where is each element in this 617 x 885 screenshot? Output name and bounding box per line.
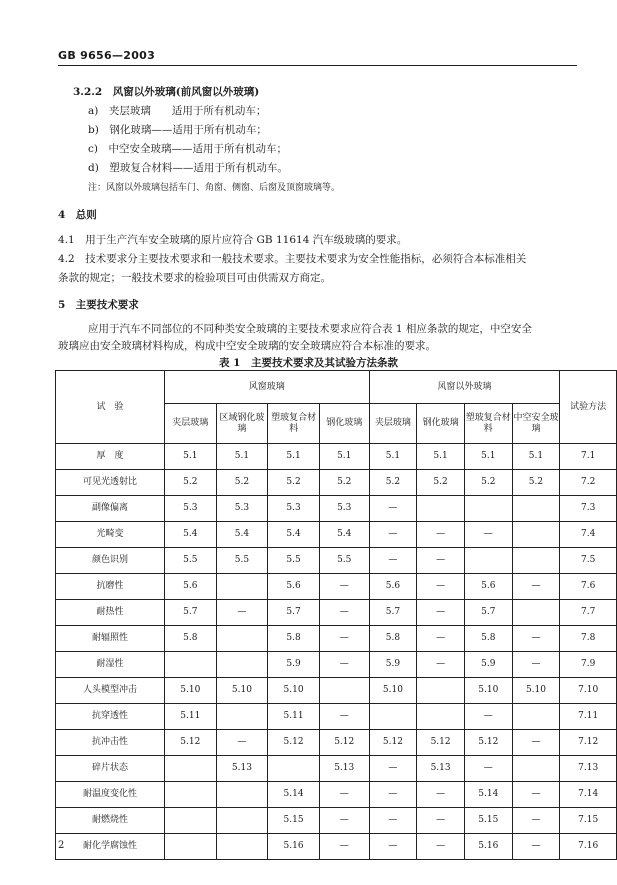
- table-body: [56, 444, 617, 860]
- list-item: a) 夹层玻璃 适用于所有机动车；: [88, 105, 267, 117]
- table-cell: —: [319, 652, 369, 678]
- table-cell: 5.8: [268, 626, 320, 652]
- page-number: 2: [58, 840, 65, 851]
- row-label: 抗冲击性: [56, 730, 165, 756]
- table-cell: 5.10: [512, 678, 560, 704]
- table-cell: —: [216, 730, 268, 756]
- list-item: d) 塑玻复合材料——适用于所有机动车。: [88, 162, 288, 174]
- table-cell: 5.12: [164, 730, 216, 756]
- table-cell: [216, 704, 268, 730]
- table-cell: 5.6: [369, 574, 417, 600]
- table-cell: [216, 808, 268, 834]
- subheader-tempered: 钢化玻璃: [319, 404, 369, 444]
- table-cell: 5.3: [216, 496, 268, 522]
- table-cell: [268, 756, 320, 782]
- method-cell: 7.13: [560, 756, 617, 782]
- table-cell: 5.9: [268, 652, 320, 678]
- header-rule: [58, 65, 577, 66]
- table-cell: [417, 704, 465, 730]
- table-cell: —: [512, 834, 560, 860]
- table-cell: 5.2: [268, 470, 320, 496]
- table-cell: [164, 652, 216, 678]
- table-cell: 5.1: [512, 444, 560, 470]
- clause-4-1: 4.1 用于生产汽车安全玻璃的原片应符合 GB 11614 汽车级玻璃的要求。: [58, 234, 408, 246]
- table-row: [56, 548, 617, 574]
- table-cell: 5.14: [268, 782, 320, 808]
- table-cell: 5.15: [268, 808, 320, 834]
- table-cell: 5.12: [464, 730, 512, 756]
- table-row: [56, 756, 617, 782]
- table-cell: [216, 626, 268, 652]
- table-cell: [164, 782, 216, 808]
- row-label: 抗穿透性: [56, 704, 165, 730]
- table-row: [56, 522, 617, 548]
- table-cell: [216, 652, 268, 678]
- table-cell: 5.10: [464, 678, 512, 704]
- method-cell: 7.10: [560, 678, 617, 704]
- subheader-zone-tempered: 区域钢化玻璃: [216, 404, 268, 444]
- table-cell: —: [512, 730, 560, 756]
- table-cell: 5.9: [369, 652, 417, 678]
- clause-4-2-line2: 条款的规定；一般技术要求的检验项目可由供需双方商定。: [58, 272, 331, 284]
- table-cell: —: [319, 574, 369, 600]
- table-cell: [512, 548, 560, 574]
- table-cell: 5.6: [268, 574, 320, 600]
- table-cell: 5.12: [417, 730, 465, 756]
- table-cell: 5.3: [319, 496, 369, 522]
- row-label: 光畸变: [56, 522, 165, 548]
- table-row: [56, 730, 617, 756]
- table-cell: [464, 548, 512, 574]
- table-cell: 5.9: [464, 652, 512, 678]
- table-cell: [164, 808, 216, 834]
- section-4-title: 4 总则: [58, 209, 97, 221]
- method-cell: 7.9: [560, 652, 617, 678]
- table-cell: —: [319, 834, 369, 860]
- row-label: 颜色识别: [56, 548, 165, 574]
- table-caption: 表 1 主要技术要求及其试验方法条款: [219, 357, 398, 369]
- table-cell: 5.7: [164, 600, 216, 626]
- table-cell: 5.1: [319, 444, 369, 470]
- method-cell: 7.1: [560, 444, 617, 470]
- table-cell: 5.10: [268, 678, 320, 704]
- table-cell: —: [319, 808, 369, 834]
- table-cell: 5.2: [464, 470, 512, 496]
- table-cell: 5.16: [464, 834, 512, 860]
- table-cell: 5.2: [512, 470, 560, 496]
- table-cell: —: [417, 600, 465, 626]
- method-cell: 7.16: [560, 834, 617, 860]
- table-cell: 5.10: [369, 678, 417, 704]
- table-cell: —: [417, 574, 465, 600]
- table-cell: —: [369, 834, 417, 860]
- table-cell: 5.4: [268, 522, 320, 548]
- table-cell: 5.10: [216, 678, 268, 704]
- table-cell: —: [464, 704, 512, 730]
- table-cell: —: [512, 574, 560, 600]
- table-row: [56, 652, 617, 678]
- table-cell: —: [464, 756, 512, 782]
- table-cell: —: [417, 834, 465, 860]
- row-label: 副像偏离: [56, 496, 165, 522]
- table-cell: —: [417, 808, 465, 834]
- section-5-para-line1: 应用于汽车不同部位的不同种类安全玻璃的主要技术要求应符合表 1 相应条款的规定，中空安全: [88, 323, 532, 335]
- row-label: 耐湿性: [56, 652, 165, 678]
- table-cell: —: [369, 548, 417, 574]
- subheader-glass-plastics: 塑玻复合材料: [464, 404, 512, 444]
- row-label: 耐燃烧性: [56, 808, 165, 834]
- method-cell: 7.6: [560, 574, 617, 600]
- table-row: [56, 782, 617, 808]
- table-row: [56, 626, 617, 652]
- method-column-header: 试验方法: [560, 371, 617, 444]
- table-cell: —: [319, 704, 369, 730]
- windshield-group-header: 风窗玻璃: [164, 371, 369, 404]
- table-cell: 5.16: [268, 834, 320, 860]
- table-cell: [512, 704, 560, 730]
- table-cell: 5.11: [164, 704, 216, 730]
- table-cell: 5.4: [164, 522, 216, 548]
- table-cell: 5.1: [417, 444, 465, 470]
- row-label: 耐温度变化性: [56, 782, 165, 808]
- table-row: [56, 704, 617, 730]
- method-cell: 7.3: [560, 496, 617, 522]
- table-cell: —: [369, 808, 417, 834]
- table-cell: 5.3: [164, 496, 216, 522]
- table-cell: —: [417, 522, 465, 548]
- table-cell: 5.2: [369, 470, 417, 496]
- table-cell: 5.4: [216, 522, 268, 548]
- section-5-title: 5 主要技术要求: [58, 299, 139, 311]
- table-cell: —: [512, 782, 560, 808]
- note: 注：风窗以外玻璃包括车门、角窗、侧窗、后窗及顶窗玻璃等。: [88, 183, 341, 193]
- list-item: b) 钢化玻璃——适用于所有机动车；: [88, 124, 267, 136]
- table-cell: [512, 522, 560, 548]
- table-cell: 5.13: [319, 756, 369, 782]
- clause-4-2-line1: 4.2 技术要求分主要技术要求和一般技术要求。主要技术要求为安全性能指标，必须符合本标准相关: [58, 253, 527, 265]
- table-cell: 5.3: [268, 496, 320, 522]
- table-cell: 5.8: [369, 626, 417, 652]
- subheader-tempered: 钢化玻璃: [417, 404, 465, 444]
- row-label: 人头模型冲击: [56, 678, 165, 704]
- table-cell: —: [512, 626, 560, 652]
- table-cell: 5.5: [216, 548, 268, 574]
- table-cell: 5.2: [216, 470, 268, 496]
- table-cell: 5.1: [164, 444, 216, 470]
- standard-id: GB 9656—2003: [58, 49, 156, 62]
- table-cell: [216, 782, 268, 808]
- table-cell: —: [512, 808, 560, 834]
- method-cell: 7.2: [560, 470, 617, 496]
- table-cell: [512, 496, 560, 522]
- table-cell: —: [417, 652, 465, 678]
- table-cell: 5.1: [216, 444, 268, 470]
- subheader-insulating-glass: 中空安全玻璃: [512, 404, 560, 444]
- method-cell: 7.8: [560, 626, 617, 652]
- table-cell: —: [417, 626, 465, 652]
- row-label: 耐热性: [56, 600, 165, 626]
- table-cell: 5.1: [268, 444, 320, 470]
- table-cell: —: [512, 652, 560, 678]
- table-cell: 5.2: [417, 470, 465, 496]
- table-cell: [417, 678, 465, 704]
- table-cell: [369, 704, 417, 730]
- table-cell: —: [369, 496, 417, 522]
- method-cell: 7.12: [560, 730, 617, 756]
- table-row: [56, 496, 617, 522]
- table-cell: 5.5: [164, 548, 216, 574]
- table-cell: [512, 756, 560, 782]
- table-cell: [164, 756, 216, 782]
- other-glass-group-header: 风窗以外玻璃: [369, 371, 560, 404]
- table-row: [56, 574, 617, 600]
- table-cell: 5.5: [319, 548, 369, 574]
- table-cell: —: [369, 756, 417, 782]
- table-cell: —: [216, 600, 268, 626]
- table-cell: —: [464, 522, 512, 548]
- table-cell: [512, 600, 560, 626]
- table-cell: 5.14: [464, 782, 512, 808]
- table-cell: [464, 496, 512, 522]
- table-cell: 5.2: [319, 470, 369, 496]
- table-cell: 5.4: [319, 522, 369, 548]
- table-row: [56, 444, 617, 470]
- table-cell: 5.13: [216, 756, 268, 782]
- table-cell: 5.8: [464, 626, 512, 652]
- subheader-glass-plastics: 塑玻复合材料: [268, 404, 320, 444]
- table-row: [56, 678, 617, 704]
- table-cell: 5.12: [319, 730, 369, 756]
- subheader-laminated: 夹层玻璃: [369, 404, 417, 444]
- row-label: 耐辐照性: [56, 626, 165, 652]
- method-cell: 7.5: [560, 548, 617, 574]
- table-cell: [164, 834, 216, 860]
- table-cell: [319, 678, 369, 704]
- row-label: 耐化学腐蚀性: [56, 834, 165, 860]
- row-label: 可见光透射比: [56, 470, 165, 496]
- table-row: [56, 600, 617, 626]
- table-cell: 5.1: [464, 444, 512, 470]
- table-cell: [216, 834, 268, 860]
- table-cell: 5.15: [464, 808, 512, 834]
- table-row: [56, 808, 617, 834]
- method-cell: 7.7: [560, 600, 617, 626]
- table-cell: 5.7: [369, 600, 417, 626]
- table-cell: —: [417, 548, 465, 574]
- table-cell: 5.6: [464, 574, 512, 600]
- table-cell: 5.11: [268, 704, 320, 730]
- list-item: c) 中空安全玻璃——适用于所有机动车；: [88, 143, 287, 155]
- row-label: 碎片状态: [56, 756, 165, 782]
- table-cell: 5.7: [268, 600, 320, 626]
- table-cell: [216, 574, 268, 600]
- row-label: 抗磨性: [56, 574, 165, 600]
- section-5-para-line2: 玻璃应由安全玻璃材料构成，构成中空安全玻璃的安全玻璃应符合本标准的要求。: [58, 340, 436, 352]
- table-cell: 5.13: [417, 756, 465, 782]
- subheader-laminated: 夹层玻璃: [164, 404, 216, 444]
- table-cell: [417, 496, 465, 522]
- table-cell: —: [369, 782, 417, 808]
- test-column-header: 试 验: [56, 371, 165, 444]
- table-cell: 5.2: [164, 470, 216, 496]
- table-cell: —: [319, 600, 369, 626]
- table-cell: —: [319, 782, 369, 808]
- method-cell: 7.14: [560, 782, 617, 808]
- table-cell: —: [417, 782, 465, 808]
- table-cell: 5.12: [369, 730, 417, 756]
- row-label: 厚 度: [56, 444, 165, 470]
- table-cell: 5.5: [268, 548, 320, 574]
- method-cell: 7.4: [560, 522, 617, 548]
- section-3-2-2-title: 3.2.2 风窗以外玻璃(前风窗以外玻璃): [73, 86, 260, 98]
- table-cell: 5.8: [164, 626, 216, 652]
- table-cell: 5.6: [164, 574, 216, 600]
- table-cell: 5.1: [369, 444, 417, 470]
- table-cell: —: [319, 626, 369, 652]
- table-cell: —: [369, 522, 417, 548]
- table-cell: 5.7: [464, 600, 512, 626]
- table-row: [56, 834, 617, 860]
- table-cell: 5.12: [268, 730, 320, 756]
- method-cell: 7.11: [560, 704, 617, 730]
- method-cell: 7.15: [560, 808, 617, 834]
- table-row: [56, 470, 617, 496]
- requirements-table: [55, 370, 617, 860]
- table-cell: 5.10: [164, 678, 216, 704]
